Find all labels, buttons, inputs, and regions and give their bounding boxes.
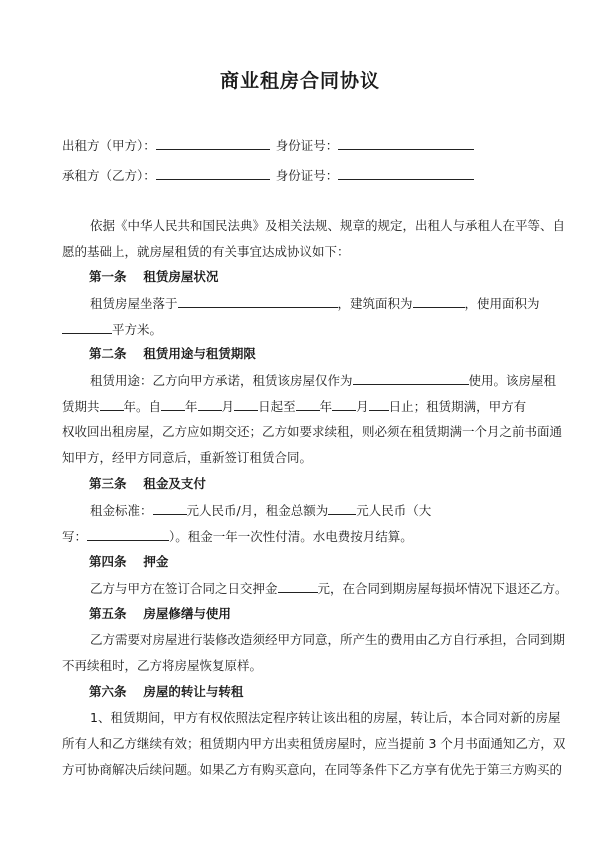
article-2-heading: 第二条 租赁用途与租赁期限 — [89, 346, 256, 361]
end-month-unit: 月 — [356, 399, 369, 414]
location-label: 租赁房屋坐落于 — [90, 296, 178, 311]
from-label: 年。自 — [123, 399, 162, 414]
lessor-line — [62, 137, 474, 154]
payment-terms: ）。租金一年一次性付清。水电费按月结算。 — [169, 529, 413, 544]
lessor-name-blank[interactable] — [156, 137, 270, 150]
lessor-id-blank[interactable] — [338, 137, 474, 150]
lessee-line — [62, 167, 474, 184]
monthly-rent-blank[interactable] — [153, 502, 187, 515]
article-1-line-1 — [90, 295, 540, 312]
usage-suffix: 使用。该房屋租 — [468, 373, 557, 388]
location-blank[interactable] — [178, 295, 338, 308]
end-day-blank[interactable] — [369, 398, 389, 411]
end-month-blank[interactable] — [332, 398, 356, 411]
usable-area-blank[interactable] — [62, 321, 112, 334]
article-1-line-2 — [62, 321, 162, 338]
article-5-line-2: 不再续租时，乙方将房屋恢复原样。 — [62, 658, 263, 673]
article-6-line-3: 方可协商解决后续问题。如果乙方有购买意向，在同等条件下乙方享有优先于第三方购买的 — [62, 762, 563, 777]
article-6-heading: 第六条 房屋的转让与转租 — [89, 684, 244, 699]
rent-standard-label: 租金标准： — [90, 503, 153, 518]
start-year-blank[interactable] — [161, 398, 185, 411]
lessee-id-blank[interactable] — [338, 167, 474, 180]
rent-total-suffix: 元人民币（大 — [356, 503, 432, 518]
usable-area-label: ，使用面积为 — [464, 296, 540, 311]
lessor-label: 出租方（甲方）： — [62, 138, 156, 153]
building-area-blank[interactable] — [413, 295, 465, 308]
term-label: 赁期共 — [62, 399, 100, 414]
lessee-id-label: 身份证号： — [275, 168, 339, 183]
article-1-heading: 第一条 租赁房屋状况 — [89, 269, 219, 284]
article-2-line-4: 知甲方，经甲方同意后，重新签订租赁合同。 — [62, 450, 313, 465]
article-2-line-1 — [90, 372, 556, 389]
article-5-heading: 第五条 房屋修缮与使用 — [89, 606, 231, 621]
article-4-heading: 第四条 押金 — [89, 554, 169, 569]
lessee-name-blank[interactable] — [156, 167, 270, 180]
rent-total-label: 元人民币/月，租金总额为 — [186, 503, 329, 518]
deposit-label: 乙方与甲方在签订合同之日交押金 — [90, 581, 278, 596]
article-2-line-3: 权收回出租房屋，乙方应如期交还；乙方如要求续租，则必须在租赁期满一个月之前书面通 — [62, 424, 563, 439]
lessor-id-label: 身份证号： — [275, 138, 339, 153]
article-4-line-1 — [90, 580, 568, 597]
article-3-line-1 — [90, 502, 431, 519]
deposit-terms: 元，在合同到期房屋每损坏情况下退还乙方。 — [317, 581, 568, 596]
start-month-unit: 月 — [221, 399, 235, 414]
rent-total-blank[interactable] — [328, 502, 356, 515]
usage-blank[interactable] — [353, 372, 469, 385]
amount-in-words-label: 写： — [62, 529, 88, 544]
start-year-unit: 年 — [185, 399, 198, 414]
document-title: 商业租房合同协议 — [219, 70, 380, 92]
article-5-line-1: 乙方需要对房屋进行装修改造须经甲方同意，所产生的费用由乙方自行承担，合同到期 — [90, 632, 566, 647]
start-month-blank[interactable] — [198, 398, 222, 411]
square-meters-label: 平方米。 — [112, 322, 163, 337]
building-area-label: ，建筑面积为 — [337, 296, 413, 311]
amount-in-words-blank[interactable] — [87, 528, 169, 541]
article-2-line-2 — [62, 398, 526, 415]
start-day-blank[interactable] — [234, 398, 258, 411]
lessee-label: 承租方（乙方）： — [62, 168, 156, 183]
intro-line-1: 依据《中华人民共和国民法典》及相关法规、规章的规定，出租人与承租人在平等、自 — [90, 218, 566, 233]
to-label: 日起至 — [258, 399, 296, 414]
intro-line-2: 愿的基础上，就房屋租赁的有关事宜达成协议如下： — [62, 244, 350, 259]
term-years-blank[interactable] — [100, 398, 124, 411]
end-day-suffix: 日止；租赁期满，甲方有 — [388, 399, 527, 414]
article-6-line-2: 所有人和乙方继续有效；租赁期内甲方出卖租赁房屋时，应当提前 3 个月书面通知乙方，双 — [62, 736, 566, 751]
article-3-line-2 — [62, 528, 413, 545]
deposit-blank[interactable] — [278, 580, 318, 593]
article-3-heading: 第三条 租金及支付 — [89, 476, 206, 491]
end-year-unit: 年 — [319, 399, 333, 414]
usage-label: 租赁用途：乙方向甲方承诺，租赁该房屋仅作为 — [90, 373, 353, 388]
article-6-line-1: 1、租赁期间，甲方有权依照法定程序转让该出租的房屋，转让后，本合同对新的房屋 — [90, 710, 561, 725]
end-year-blank[interactable] — [296, 398, 320, 411]
